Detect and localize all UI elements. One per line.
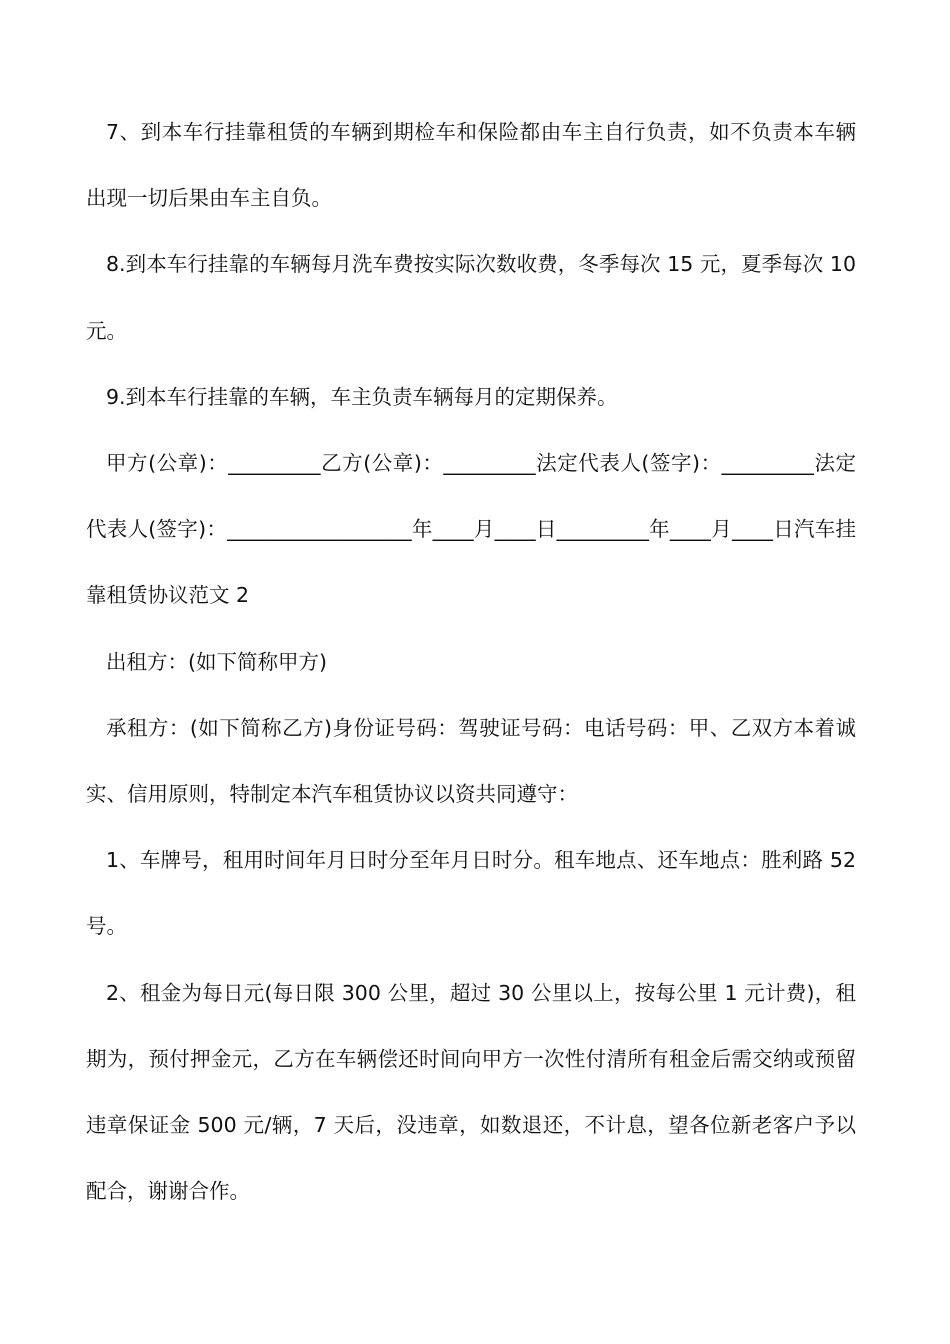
clause-9-paragraph: 9.到本车行挂靠的车辆，车主负责车辆每月的定期保养。 (106, 384, 618, 409)
lessor-paragraph: 出租方：(如下简称甲方) (106, 649, 327, 674)
document-body (86, 99, 856, 1224)
clause-7-paragraph: 7、到本车行挂靠租赁的车辆到期检车和保险都由车主自行负责，如不负责本车辆出现一切后果由车主自负。 (86, 120, 856, 211)
clause-2-paragraph: 2、租金为每日元(每日限 300 公里，超过 30 公里以上，按每公里 1 元计费)，租期为，预付押金元，乙方在车辆偿还时间向甲方一次性付清所有租金后需交纳或预留违章保证金 500 元/辆，7 天后，没违章，如数退还，不计息，望各位新老客户予以配合，谢谢合作。 (86, 980, 856, 1204)
signature-block-paragraph: 甲方(公章)：_________乙方(公章)：_________法定代表人(签字)：_________法定代表人(签字)：__________________年____月____日_________年____月____日汽车挂靠租赁协议范文 2 (86, 451, 856, 608)
clause-8-paragraph: 8.到本车行挂靠的车辆每月洗车费按实际次数收费，冬季每次 15 元，夏季每次 10 元。 (86, 252, 856, 343)
clause-1-paragraph: 1、车牌号，租用时间年月日时分至年月日时分。租车地点、还车地点：胜利路 52 号。 (86, 848, 856, 939)
lessee-paragraph: 承租方：(如下简称乙方)身份证号码：驾驶证号码：电话号码：甲、乙双方本着诚实、信用原则，特制定本汽车租赁协议以资共同遵守： (86, 715, 856, 807)
